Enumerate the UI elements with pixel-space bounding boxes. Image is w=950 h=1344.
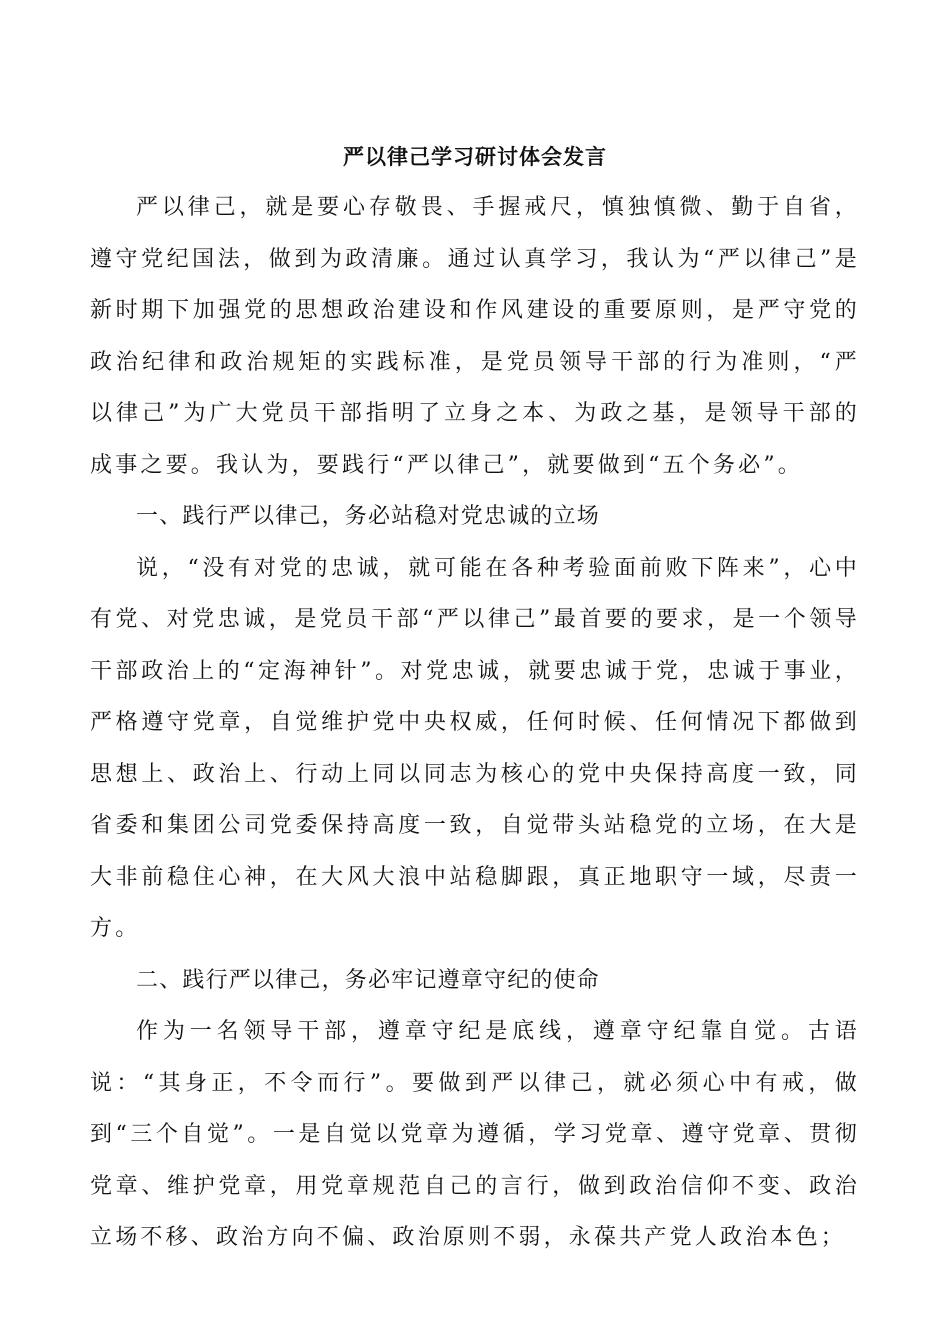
section-heading-2: 二、践行严以律己，务必牢记遵章守纪的使命	[136, 967, 601, 993]
paragraph-section-1: 说，“没有对党的忠诚，就可能在各种考验面前败下阵来”，心中有党、对党忠诚，是党员干部“严以律己”最首要的要求，是一个领导干部政治上的“定海神针”。对党忠诚，就要忠诚于党，忠诚于事业，严格遵守党章，自觉维护党中央权威，任何时候、任何情况下都做到思想上、政治上、行动上同以同志为核心的党中央保持高度一致，同省委和集团公司党委保持高度一致，自觉带头站稳党的立场，在大是大非前稳住心神，在大风大浪中站稳脚跟，真正地职守一域，尽责一方。	[90, 555, 860, 941]
section-heading-1: 一、践行严以律己，务必站稳对党忠诚的立场	[136, 504, 601, 529]
document-title: 严以律己学习研讨体会发言	[343, 144, 607, 169]
paragraph-section-2: 作为一名领导干部，遵章守纪是底线，遵章守纪靠自觉。古语说：“其身正，不令而行”。要做到严以律己，就必须心中有戒，做到“三个自觉”。一是自觉以党章为遵循，学习党章、遵守党章、贯彻党章、维护党章，用党章规范自己的言行，做到政治信仰不变、政治立场不移、政治方向不偏、政治原则不弱，永葆共产党人政治本色；	[90, 1019, 860, 1250]
paragraph-intro: 严以律己，就是要心存敬畏、手握戒尺，慎独慎微、勤于自省，遵守党纪国法，做到为政清廉。通过认真学习，我认为“严以律己”是新时期下加强党的思想政治建设和作风建设的重要原则，是严守党的政治纪律和政治规矩的实践标准，是党员领导干部的行为准则，“严以律己”为广大党员干部指明了立身之本、为政之基，是领导干部的成事之要。我认为，要践行“严以律己”，就要做到“五个务必”。	[90, 195, 860, 478]
